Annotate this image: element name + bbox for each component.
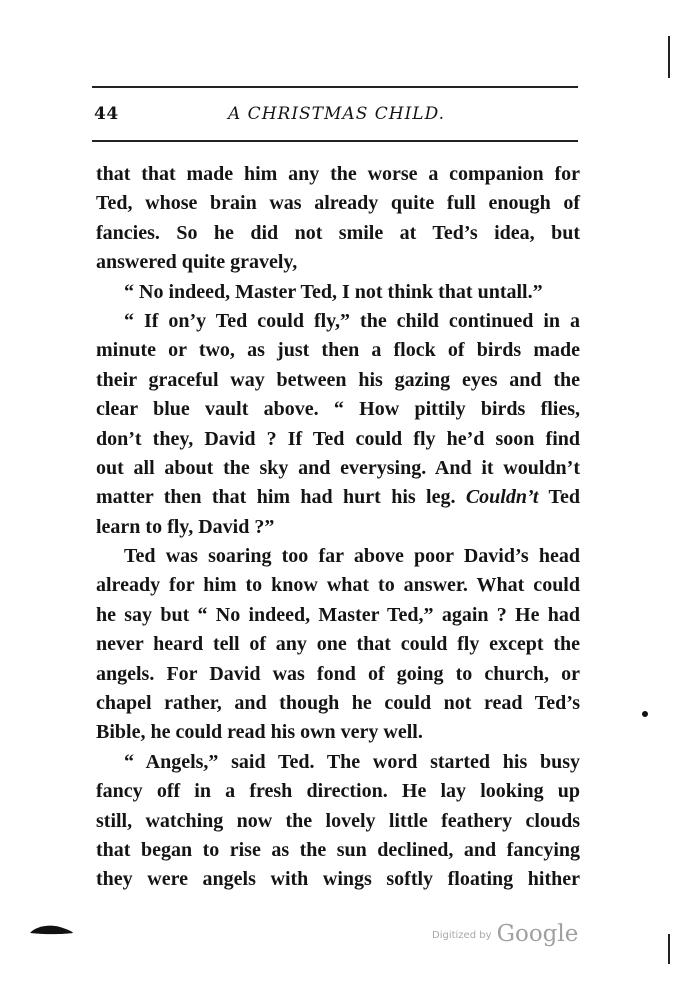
- text-line: “ No indeed, Master Ted, I not think that untall.”: [124, 280, 543, 303]
- header-top-rule: [92, 86, 578, 88]
- text-line: “ Angels,” said Ted. The word started his busy: [124, 750, 580, 773]
- text-line: their graceful way between his gazing eyes and the: [96, 368, 580, 391]
- text-line: Ted, whose brain was already quite full enough of: [96, 192, 580, 215]
- text-line: that began to rise as the sun declined, and fancying: [96, 838, 580, 861]
- ink-blot: [28, 924, 74, 936]
- text-line: [96, 483, 580, 512]
- text-line: fancy off in a fresh direction. He lay looking up: [96, 780, 580, 803]
- ink-dot: [642, 711, 648, 717]
- text-line: never heard tell of any one that could fly except the: [96, 633, 580, 656]
- text-line: answered quite gravely,: [96, 251, 298, 274]
- text-line: they were angels with wings softly floating hither: [96, 868, 580, 891]
- text-line: Bible, he could read his own very well.: [96, 721, 423, 744]
- text-line: “ If on’y Ted could fly,” the child continued in a: [124, 309, 580, 332]
- text-line: already for him to know what to answer. What could: [96, 574, 580, 597]
- digitization-watermark: [432, 921, 578, 947]
- watermark-prefix: Digitized by: [432, 930, 492, 941]
- body-text: [96, 160, 580, 895]
- running-title: A CHRISTMAS CHILD.: [228, 104, 446, 124]
- text-line: fancies. So he did not smile at Ted’s idea, but: [96, 221, 580, 244]
- page-header: [92, 104, 578, 130]
- text-line: angels. For David was fond of going to church, or: [96, 662, 580, 685]
- text-line: chapel rather, and though he could not read Ted’s: [96, 692, 580, 715]
- google-logo: Google: [496, 921, 579, 947]
- text-line: out all about the sky and everysing. And it wouldn’t: [96, 456, 580, 479]
- text-line: that that made him any the worse a companion for: [96, 163, 580, 185]
- text-line: learn to fly, David ?”: [96, 515, 275, 538]
- text-line: clear blue vault above. “ How pittily birds flies,: [96, 398, 580, 421]
- text-line-end: Ted: [538, 486, 580, 509]
- text-line: he say but “ No indeed, Master Ted,” again ? He had: [96, 603, 580, 626]
- scan-edge-mark: [668, 36, 670, 78]
- text-line: minute or two, as just then a flock of birds made: [96, 339, 580, 362]
- text-line: Ted was soaring too far above poor David’s head: [124, 545, 580, 568]
- text-line-start: matter then that him had hurt his leg.: [96, 486, 466, 509]
- scan-edge-mark: [668, 934, 670, 964]
- header-bottom-rule: [92, 140, 578, 142]
- text-line: still, watching now the lovely little feathery clouds: [96, 809, 580, 832]
- page-number: 44: [94, 104, 119, 124]
- text-line: don’t they, David ? If Ted could fly he’d soon find: [96, 427, 580, 450]
- emphasized-word: Couldn’t: [465, 486, 539, 509]
